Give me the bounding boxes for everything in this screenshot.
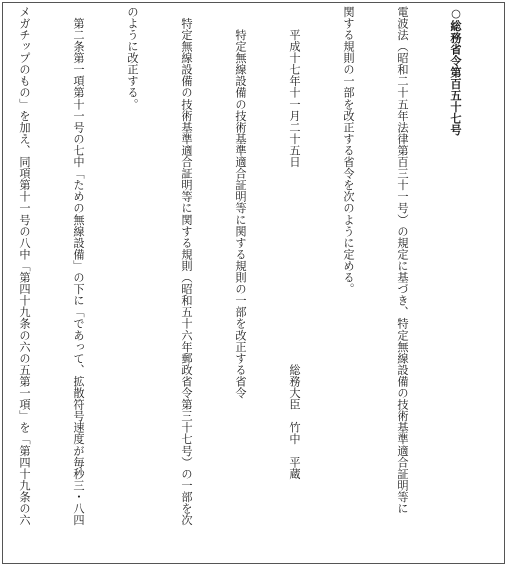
text-line: 特定無線設備の技術基準適合証明等に関する規則（昭和五十六年郵政省令第三十七号）の一部を次: [180, 6, 193, 526]
ordinance-title: ○総務省令第百五十七号: [449, 6, 463, 136]
text-line: 第二条第一項第十一号の七中「ための無線設備」の下に「であって、拡散符号速度が毎秒三・八四: [72, 6, 85, 526]
ordinance-subtitle: 特定無線設備の技術基準適合証明等に関する規則の一部を改正する省令: [234, 6, 247, 399]
ordinance-text: [0, 6, 501, 560]
date-signature-line: 平成十七年十一月二十五日 総務大臣 竹中 平蔵: [288, 6, 301, 480]
text-line: メガチップのもの」を加え、同項第十一号の八中「第四十九条の六の五第一項」を「第四十九条の六: [18, 6, 31, 526]
text-line: 関する規則の一部を改正する省令を次のように定める。: [342, 6, 355, 295]
text-line: のように改正する。: [126, 6, 139, 110]
text-line: 電波法（昭和二十五年法律第百三十一号）の規定に基づき、特定無線設備の技術基準適合証明等に: [396, 6, 409, 515]
